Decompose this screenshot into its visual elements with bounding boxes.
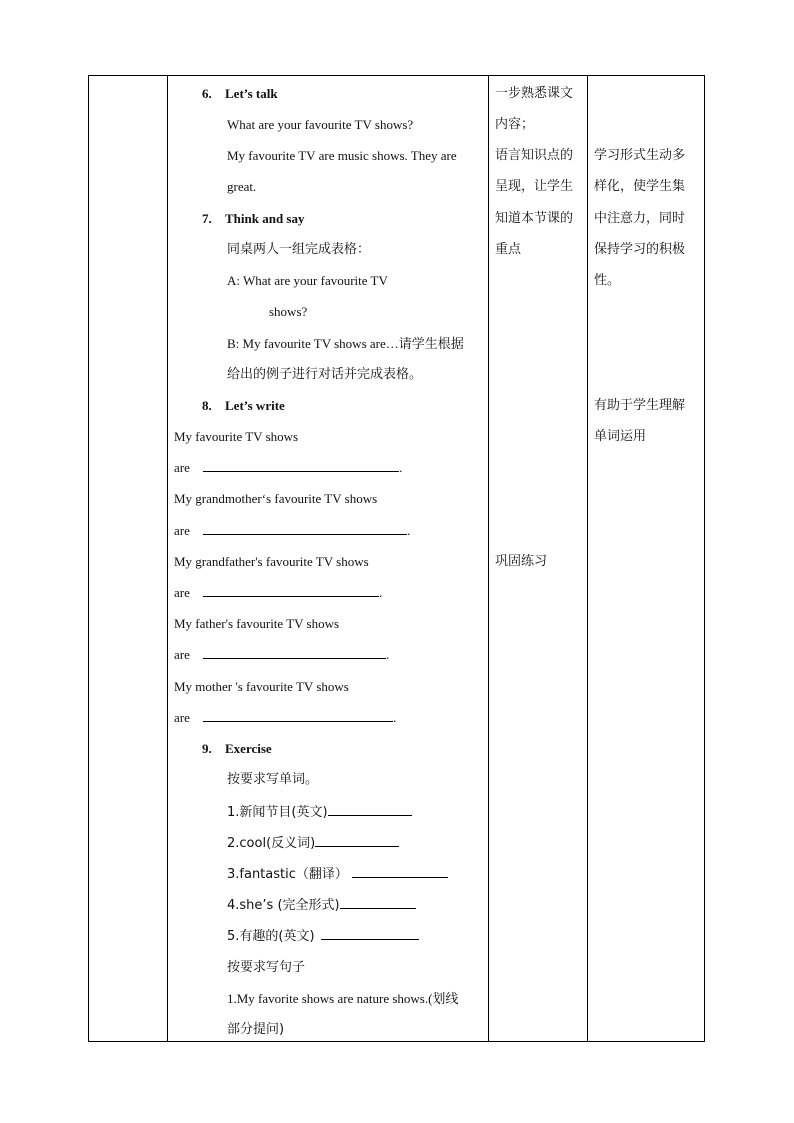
period: . xyxy=(386,647,390,662)
exercise-text: 4.she’s (完全形式) xyxy=(227,898,340,913)
dialogue-line: B: My favourite TV shows are…请学生根据 xyxy=(227,336,464,351)
period: . xyxy=(407,523,411,538)
section-title: Let’s talk xyxy=(225,86,278,101)
design-text: 学习形式生动多 xyxy=(594,148,686,163)
exercise-item xyxy=(227,897,416,914)
exercise-item xyxy=(227,928,419,945)
section-heading xyxy=(202,211,305,227)
writing-answer-line xyxy=(174,647,389,663)
section-number: 8. xyxy=(202,398,212,413)
design-intent-cell xyxy=(587,76,705,1041)
dialogue-line: great. xyxy=(227,179,257,194)
section-heading xyxy=(202,398,285,414)
purpose-cell xyxy=(488,76,587,1041)
purpose-text: 巩固练习 xyxy=(495,554,548,569)
section-title: Think and say xyxy=(225,211,305,226)
answer-blank[interactable] xyxy=(203,647,386,659)
answer-blank[interactable] xyxy=(340,897,416,909)
writing-prompt: My father's favourite TV shows xyxy=(174,616,340,631)
purpose-text: 重点 xyxy=(495,242,522,257)
section-number: 7. xyxy=(202,211,212,226)
writing-prompt: My grandmother‘s favourite TV shows xyxy=(174,491,378,506)
exercise-item xyxy=(227,835,399,852)
design-text: 样化，使学生集 xyxy=(594,179,686,194)
answer-blank[interactable] xyxy=(203,585,379,597)
exercise-text: 5.有趣的(英文) xyxy=(227,929,315,944)
writing-prompt: My grandfather's favourite TV shows xyxy=(174,554,369,569)
dialogue-line: A: What are your favourite TV xyxy=(227,273,388,288)
are-label: are xyxy=(174,585,190,600)
design-text: 中注意力，同时 xyxy=(594,211,686,226)
answer-blank[interactable] xyxy=(315,835,399,847)
design-text: 单词运用 xyxy=(594,429,647,444)
period: . xyxy=(399,460,403,475)
dialogue-line: My favourite TV are music shows. They are xyxy=(227,148,457,163)
design-text: 性。 xyxy=(594,273,621,288)
exercise-item xyxy=(227,866,448,883)
are-label: are xyxy=(174,523,190,538)
exercise-instruction: 按要求写单词。 xyxy=(227,772,319,787)
answer-blank[interactable] xyxy=(203,460,399,472)
section-title: Let’s write xyxy=(225,398,285,413)
answer-blank[interactable] xyxy=(328,804,412,816)
section-heading xyxy=(202,741,272,757)
section-number: 9. xyxy=(202,741,212,756)
are-label: are xyxy=(174,460,190,475)
are-label: are xyxy=(174,647,190,662)
section-heading xyxy=(202,86,278,102)
dialogue-line: shows? xyxy=(269,304,308,319)
section-number: 6. xyxy=(202,86,212,101)
answer-blank[interactable] xyxy=(203,710,393,722)
exercise-instruction: 按要求写句子 xyxy=(227,960,306,975)
period: . xyxy=(393,710,397,725)
answer-blank[interactable] xyxy=(203,523,407,535)
exercise-item xyxy=(227,804,412,821)
purpose-text: 呈现，让学生 xyxy=(495,179,574,194)
writing-answer-line xyxy=(174,460,402,476)
purpose-text: 一步熟悉课文 xyxy=(495,86,574,101)
exercise-text: 2.cool(反义词) xyxy=(227,836,316,851)
design-text: 保持学习的积极 xyxy=(594,242,686,257)
are-label: are xyxy=(174,710,190,725)
section-title: Exercise xyxy=(225,741,272,756)
stage-cell xyxy=(89,76,167,1041)
answer-blank[interactable] xyxy=(352,866,448,878)
instruction-line: 给出的例子进行对话并完成表格。 xyxy=(227,367,423,382)
design-text: 有助于学生理解 xyxy=(594,398,686,413)
purpose-text: 内容； xyxy=(495,117,535,132)
writing-answer-line xyxy=(174,710,396,726)
answer-blank[interactable] xyxy=(321,928,419,940)
exercise-text: 1.My favorite shows are nature shows.(划线 xyxy=(227,991,459,1006)
period: . xyxy=(379,585,383,600)
purpose-text: 语言知识点的 xyxy=(495,148,574,163)
dialogue-line: What are your favourite TV shows? xyxy=(227,117,414,132)
writing-prompt: My mother 's favourite TV shows xyxy=(174,679,349,694)
writing-prompt: My favourite TV shows xyxy=(174,429,299,444)
writing-answer-line xyxy=(174,585,382,601)
exercise-text: 1.新闻节目(英文) xyxy=(227,805,328,820)
exercise-text: 部分提问) xyxy=(227,1022,285,1037)
purpose-text: 知道本节课的 xyxy=(495,211,574,226)
content-cell xyxy=(167,76,488,1041)
writing-answer-line xyxy=(174,523,410,539)
exercise-text: 3.fantastic（翻译） xyxy=(227,867,348,882)
lesson-plan-table xyxy=(88,75,705,1042)
instruction-line: 同桌两人一组完成表格： xyxy=(227,242,371,257)
